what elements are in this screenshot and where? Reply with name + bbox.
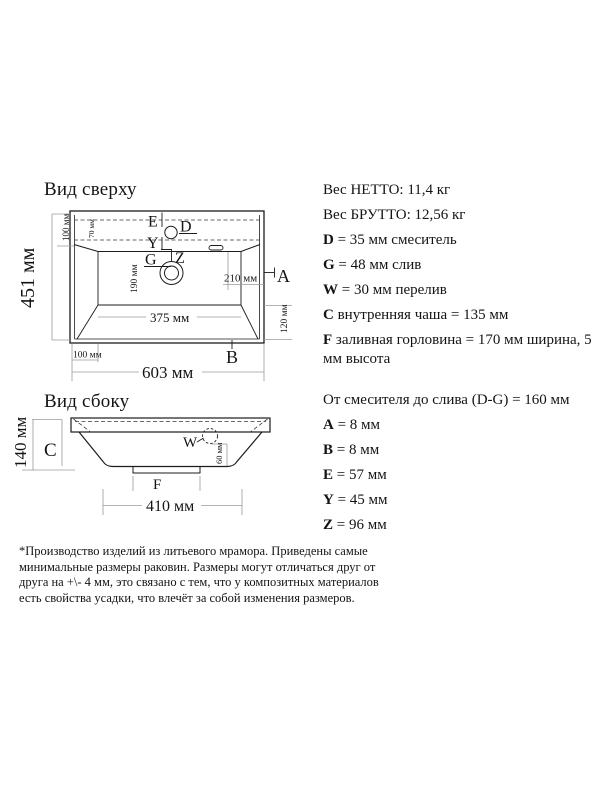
dim-bowl-width: 375 мм [150,310,190,325]
dim-overall-height: 451 мм [17,247,39,308]
spec-key: B [323,442,334,458]
bowl-profile [79,432,262,467]
dim-drain-offset: 210 мм [224,272,258,285]
spec-line-y [323,491,595,510]
spec-key: Y [323,492,334,508]
side-view-title: Вид сбоку [44,391,130,412]
deck-bar [71,418,270,432]
spec-text: Вес НЕТТО: 11,4 кг [323,182,451,198]
bowl-bevel-right [241,305,258,339]
spec-line-dg-distance [323,391,595,410]
top-view-drawing [17,211,292,382]
spec-line-g-drain [323,256,595,275]
label-w-leader [197,438,204,442]
spec-text: От смесителя до слива (D-G) = 160 мм [323,392,570,408]
bowl-bevel-left [77,305,98,339]
spec-line-gross-weight [323,206,595,225]
dim-overflow-height: 60 мм [214,442,224,464]
label-y: Y [147,235,159,252]
spec-line-net-weight [323,181,595,200]
production-footnote: *Производство изделий из литьевого мрамора. Приведены самые минимальные размеры раковин. Размеры могут отличаться друг от друга на +\- 4 мм, это связано с тем, что у композитных материалов есть свойства усадки, что влечёт за собой изменения размеров. [19,544,379,605]
spec-key: D [323,232,334,248]
spec-key: G [323,257,335,273]
spec-line-c-bowl [323,306,595,325]
spec-text: Вес БРУТТО: 12,56 кг [323,207,466,223]
drain-hole-inner [165,266,179,280]
filler-neck [133,467,200,474]
faucet-hole [165,226,177,238]
deck-hidden-bevel-right [251,419,268,432]
label-d: D [180,218,192,236]
label-a: A [277,266,290,286]
dim-corner-left: 100 мм [73,350,102,361]
dim-corner-right: 120 мм [280,304,290,333]
label-c: C [44,440,57,461]
spec-text: = 8 мм [333,417,381,433]
spec-line-d-mixer [323,231,595,250]
label-w: W [183,435,198,451]
spec-line-f-neck [323,331,595,368]
dim-deck-inner-depth: 70 мм [87,219,96,238]
dim-overall-width: 603 мм [142,363,194,382]
top-view-title: Вид сверху [44,179,137,200]
dim-base-width: 410 мм [146,498,195,515]
label-f: F [153,477,162,493]
spec-text: = 30 мм перелив [338,282,447,298]
spec-line-a [323,416,595,435]
spec-text: = 8 мм [333,442,380,458]
side-view-drawing [11,416,270,515]
spec-block-weights-and-fittings [323,181,595,375]
spec-text: = 35 мм смеситель [333,232,457,248]
label-z: Z [175,250,185,267]
spec-line-w-overflow [323,281,595,300]
spec-key: A [323,417,334,433]
label-g: G [145,251,157,269]
spec-key: F [323,332,333,348]
label-b: B [226,347,239,367]
dim-bowl-depth: 190 мм [130,264,140,293]
overflow-slot [209,246,223,251]
spec-text: внутренняя чаша = 135 мм [333,307,509,323]
spec-line-e [323,466,595,485]
spec-key: C [323,307,334,323]
spec-key: W [323,282,338,298]
label-e: E [148,213,158,231]
overflow-circle [203,429,218,444]
spec-block-letter-dims [323,391,595,541]
bowl-rim-line [74,245,260,252]
spec-text: заливная горловина = 170 мм ширина, 5 мм высота [323,332,592,367]
spec-key: E [323,467,334,483]
spec-text: = 45 мм [333,492,388,508]
deck-hidden-bevel-left [74,419,91,432]
spec-line-b [323,441,595,460]
spec-text: = 96 мм [333,517,387,533]
spec-text: = 57 мм [333,467,387,483]
dim-deck-depth: 100 мм [61,213,71,241]
dim-side-height: 140 мм [11,416,30,468]
spec-text: = 48 мм слив [334,257,422,273]
spec-line-z [323,516,595,535]
spec-key: Z [323,517,334,533]
